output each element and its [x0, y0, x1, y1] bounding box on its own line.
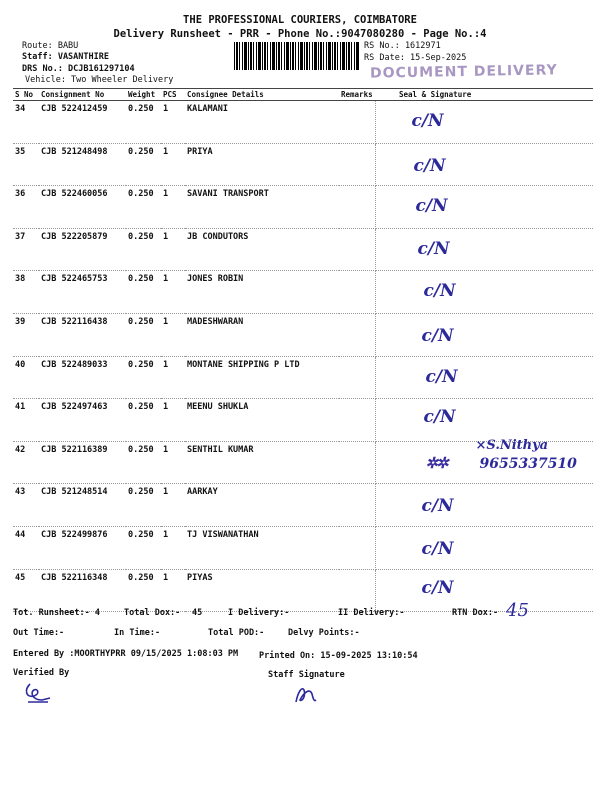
company-title: THE PROFESSIONAL COURIERS, COIMBATORE	[183, 14, 417, 26]
pcs: 1	[161, 526, 185, 569]
route: Route: BABU	[22, 41, 79, 51]
verified-by: Verified By	[13, 668, 70, 678]
remarks	[339, 484, 375, 527]
signature-cell	[375, 526, 593, 569]
staff-signature-mark	[290, 682, 320, 708]
consignment-no: CJB 522460056	[39, 186, 126, 229]
staff: Staff: VASANTHIRE	[22, 52, 109, 62]
weight: 0.250	[126, 356, 161, 399]
delvy-points: Delvy Points:-	[288, 628, 360, 638]
consignment-no: CJB 522205879	[39, 228, 126, 271]
pcs: 1	[161, 271, 185, 314]
remarks	[339, 569, 375, 612]
consignment-no: CJB 522116389	[39, 441, 126, 484]
table-header	[13, 89, 593, 101]
sno: 44	[13, 526, 39, 569]
handwritten-signature: c/N	[423, 407, 456, 428]
weight: 0.250	[126, 228, 161, 271]
signature-cell	[375, 484, 593, 527]
sno: 35	[13, 143, 39, 186]
col-sno: S No	[13, 89, 39, 101]
sno: 34	[13, 101, 39, 144]
runsheet-table	[13, 88, 593, 612]
signature-cell	[375, 356, 593, 399]
total-pod: Total POD:-	[208, 628, 265, 638]
consignment-no: CJB 522465753	[39, 271, 126, 314]
rtn-dox-handwritten: 45	[506, 600, 529, 621]
table-row	[13, 484, 593, 527]
pcs: 1	[161, 399, 185, 442]
scribble-mark: ✲✲	[425, 453, 447, 472]
table-row	[13, 441, 593, 484]
pcs: 1	[161, 356, 185, 399]
consignment-no: CJB 521248514	[39, 484, 126, 527]
printed-on: Printed On: 15-09-2025 13:10:54	[259, 651, 418, 661]
handwritten-name: ×S.Nithya	[475, 437, 549, 453]
pcs: 1	[161, 313, 185, 356]
signature-cell	[375, 101, 593, 144]
sno: 43	[13, 484, 39, 527]
drs-number: DRS No.: DCJB161297104	[22, 64, 135, 74]
remarks	[339, 441, 375, 484]
consignee: PRIYA	[185, 143, 339, 186]
i-delivery: I Delivery:-	[228, 608, 290, 618]
consignee: MEENU SHUKLA	[185, 399, 339, 442]
pcs: 1	[161, 441, 185, 484]
rs-date: RS Date: 15-Sep-2025	[364, 53, 467, 63]
signature-cell	[375, 271, 593, 314]
verified-signature-mark	[22, 680, 58, 706]
col-consignment: Consignment No	[39, 89, 126, 101]
consignment-no: CJB 522489033	[39, 356, 126, 399]
remarks	[339, 228, 375, 271]
handwritten-signature: c/N	[423, 281, 456, 302]
sno: 42	[13, 441, 39, 484]
col-signature: Seal & Signature	[375, 89, 593, 101]
weight: 0.250	[126, 569, 161, 612]
remarks	[339, 186, 375, 229]
total-dox-label: Total Dox:-	[124, 608, 181, 618]
total-dox-value: 45	[192, 608, 203, 618]
weight: 0.250	[126, 143, 161, 186]
weight: 0.250	[126, 186, 161, 229]
consignee: SAVANI TRANSPORT	[185, 186, 339, 229]
handwritten-signature: c/N	[417, 238, 450, 259]
rs-number: RS No.: 1612971	[364, 41, 441, 51]
col-consignee: Consignee Details	[185, 89, 339, 101]
signature-cell	[375, 313, 593, 356]
sno: 37	[13, 228, 39, 271]
consignee: SENTHIL KUMAR	[185, 441, 339, 484]
consignee: MADESHWARAN	[185, 313, 339, 356]
consignee: JB CONDUTORS	[185, 228, 339, 271]
barcode	[234, 42, 360, 70]
col-weight: Weight	[126, 89, 161, 101]
signature-cell	[375, 569, 593, 612]
col-remarks: Remarks	[339, 89, 375, 101]
ii-delivery: II Delivery:-	[338, 608, 405, 618]
table-row	[13, 313, 593, 356]
signature-cell	[375, 228, 593, 271]
weight: 0.250	[126, 101, 161, 144]
table-row	[13, 271, 593, 314]
pcs: 1	[161, 143, 185, 186]
tot-runsheet: Tot. Runsheet:- 4	[13, 608, 100, 618]
col-pcs: PCS	[161, 89, 185, 101]
consignee: KALAMANI	[185, 101, 339, 144]
table-row	[13, 356, 593, 399]
handwritten-signature: c/N	[415, 196, 448, 217]
entered-by: Entered By :MOORTHYPRR 09/15/2025 1:08:03 PM	[13, 649, 239, 659]
sno: 40	[13, 356, 39, 399]
table-row	[13, 228, 593, 271]
remarks	[339, 101, 375, 144]
weight: 0.250	[126, 526, 161, 569]
remarks	[339, 143, 375, 186]
consignee: MONTANE SHIPPING P LTD	[185, 356, 339, 399]
signature-cell	[375, 399, 593, 442]
table-row	[13, 526, 593, 569]
pcs: 1	[161, 569, 185, 612]
signature-cell	[375, 186, 593, 229]
document-delivery-stamp: DOCUMENT DELIVERY	[369, 62, 558, 82]
consignment-no: CJB 522499876	[39, 526, 126, 569]
weight: 0.250	[126, 399, 161, 442]
signature-cell	[375, 143, 593, 186]
staff-signature-label: Staff Signature	[268, 670, 345, 680]
consignee: PIYAS	[185, 569, 339, 612]
consignment-no: CJB 521248498	[39, 143, 126, 186]
remarks	[339, 271, 375, 314]
pcs: 1	[161, 186, 185, 229]
consignment-no: CJB 522116348	[39, 569, 126, 612]
handwritten-phone: 9655337510	[479, 455, 577, 472]
consignee: AARKAY	[185, 484, 339, 527]
weight: 0.250	[126, 484, 161, 527]
out-time: Out Time:-	[13, 628, 65, 638]
handwritten-signature: c/N	[425, 366, 458, 387]
weight: 0.250	[126, 441, 161, 484]
remarks	[339, 356, 375, 399]
handwritten-signature: c/N	[411, 111, 444, 131]
weight: 0.250	[126, 271, 161, 314]
handwritten-signature: c/N	[421, 538, 454, 559]
table-row	[13, 399, 593, 442]
vehicle: Vehicle: Two Wheeler Delivery	[25, 75, 174, 85]
handwritten-signature: c/N	[421, 325, 454, 346]
runsheet-subtitle: Delivery Runsheet - PRR - Phone No.:9047080280 - Page No.:4	[113, 28, 487, 40]
consignment-no: CJB 522497463	[39, 399, 126, 442]
sno: 36	[13, 186, 39, 229]
in-time: In Time:-	[114, 628, 161, 638]
sno: 39	[13, 313, 39, 356]
consignment-no: CJB 522412459	[39, 101, 126, 144]
sno: 41	[13, 399, 39, 442]
pcs: 1	[161, 484, 185, 527]
remarks	[339, 399, 375, 442]
consignee: TJ VISWANATHAN	[185, 526, 339, 569]
handwritten-signature: c/N	[421, 577, 454, 598]
handwritten-signature: c/N	[421, 496, 454, 517]
table-row	[13, 101, 593, 144]
table-row	[13, 143, 593, 186]
table-row	[13, 186, 593, 229]
sno: 38	[13, 271, 39, 314]
remarks	[339, 526, 375, 569]
handwritten-signature: c/N	[413, 155, 446, 176]
remarks	[339, 313, 375, 356]
consignment-no: CJB 522116438	[39, 313, 126, 356]
consignee: JONES ROBIN	[185, 271, 339, 314]
weight: 0.250	[126, 313, 161, 356]
pcs: 1	[161, 228, 185, 271]
rtn-dox: RTN Dox:-	[452, 608, 499, 618]
signature-cell	[375, 437, 593, 484]
sno: 45	[13, 569, 39, 612]
pcs: 1	[161, 101, 185, 144]
